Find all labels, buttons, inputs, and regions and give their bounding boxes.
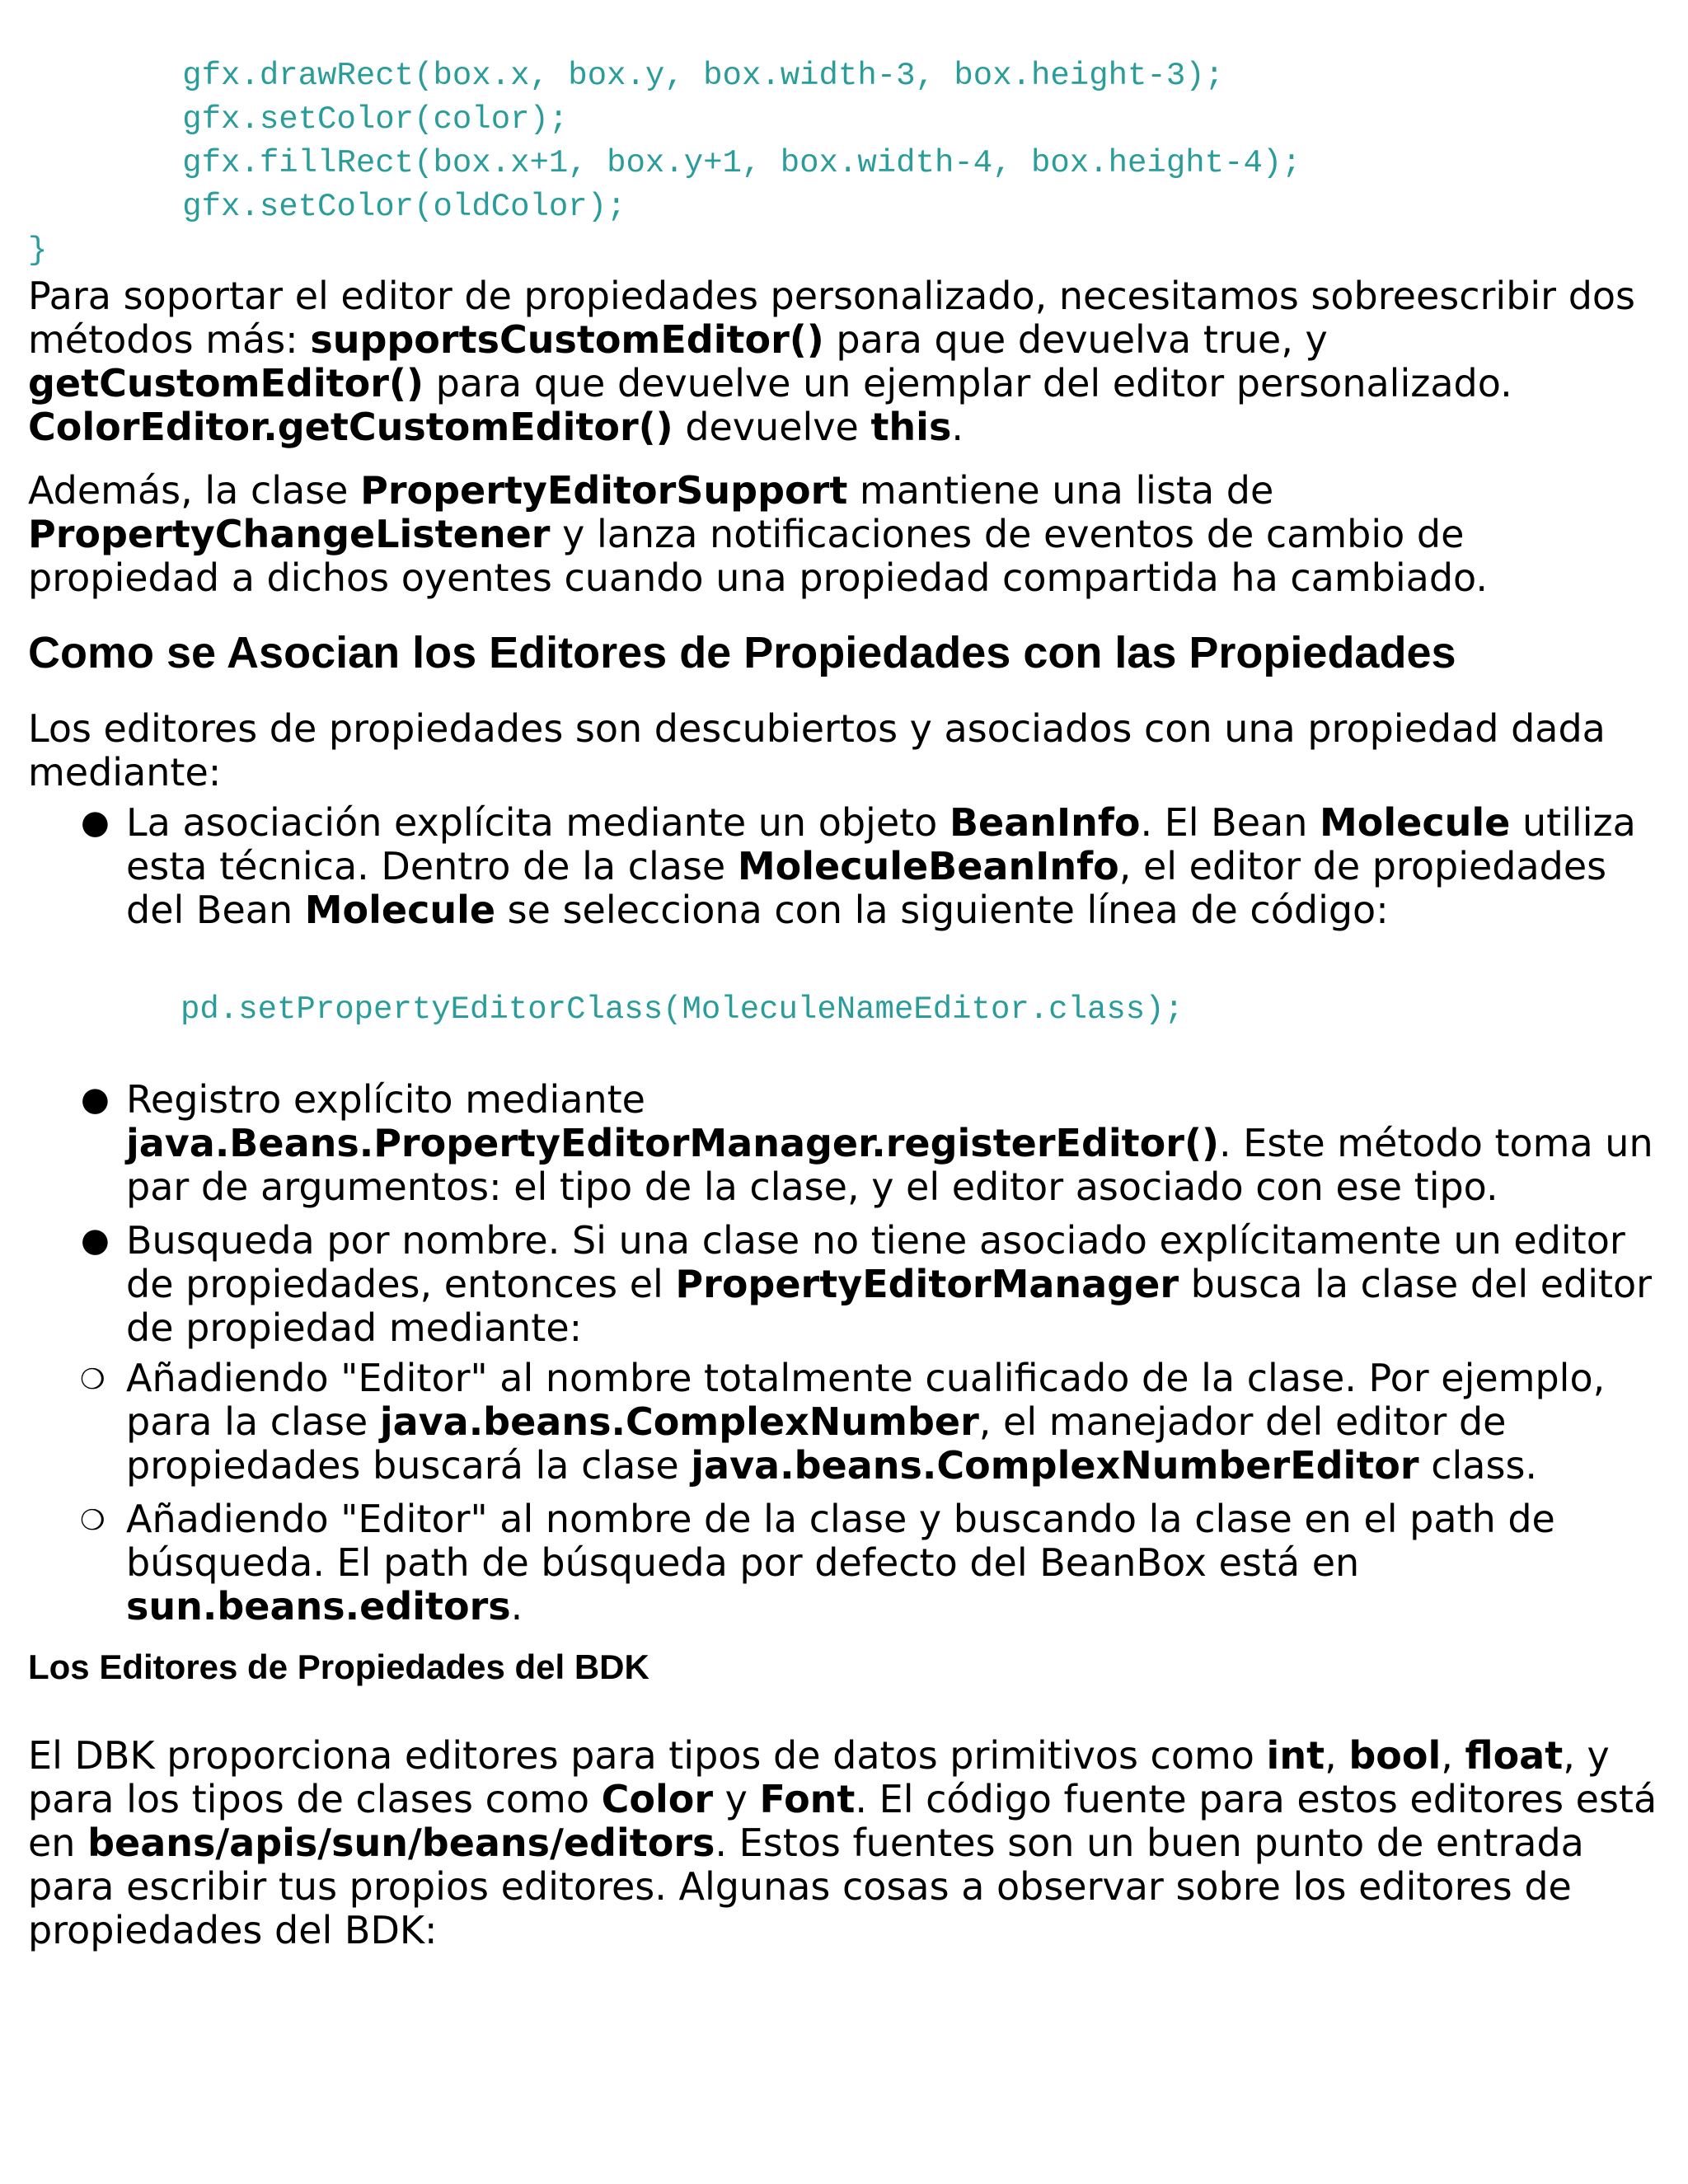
text: , y para los tipos de clases como xyxy=(28,1733,1610,1821)
text: . Este método toma un par de argumentos: el tipo de la clase, y el editor asociado con ese tipo. xyxy=(126,1121,1653,1209)
text: Para soportar el editor de propiedades personalizado, necesitamos sobreescribir dos métodos más: xyxy=(28,274,1636,362)
text: . xyxy=(951,405,964,449)
paragraph-custom-editor xyxy=(28,274,1660,449)
bold-term: Molecule xyxy=(304,888,496,932)
bold-term: java.beans.ComplexNumberEditor xyxy=(691,1443,1419,1488)
bold-term: PropertyChangeListener xyxy=(28,512,551,556)
bold-term: int xyxy=(1266,1733,1325,1778)
code-line: } xyxy=(28,232,48,269)
bullet-list xyxy=(28,1078,1660,1629)
text: busca la clase del editor de propiedad mediante: xyxy=(126,1262,1653,1350)
text: y xyxy=(713,1777,760,1821)
text: utiliza esta técnica. Dentro de la clase xyxy=(126,800,1636,888)
bold-term: PropertyEditorSupport xyxy=(360,468,848,513)
list-item xyxy=(80,1218,1660,1629)
text: , xyxy=(1325,1733,1349,1778)
bold-term: MoleculeBeanInfo xyxy=(737,844,1119,888)
code-line: gfx.setColor(color); xyxy=(28,101,569,138)
paragraph-intro: Los editores de propiedades son descubiertos y asociados con una propiedad dada mediante: xyxy=(28,706,1606,794)
text: class. xyxy=(1418,1443,1538,1488)
text: se selecciona con la siguiente línea de código: xyxy=(495,888,1389,932)
paragraph-property-editor-support xyxy=(28,469,1660,600)
bold-term: Font xyxy=(759,1777,856,1821)
bullet-dot-icon: ● xyxy=(81,1080,110,1118)
code-snippet: pd.setPropertyEditorClass(MoleculeNameEditor.class); xyxy=(181,991,1184,1028)
text: Además, la clase xyxy=(28,468,361,513)
bold-term: Color xyxy=(601,1777,714,1821)
bold-term: sun.beans.editors xyxy=(126,1584,511,1629)
bullet-circle-icon: ❍ xyxy=(80,1504,106,1537)
text: . Estos fuentes son un buen punto de entrada para escribir tus propios editores. Algunas cosas a observar sobre los editores de propiedades del BDK: xyxy=(28,1821,1584,1952)
bold-term: java.Beans.PropertyEditorManager.registerEditor() xyxy=(126,1121,1220,1165)
bold-term: BeanInfo xyxy=(949,800,1141,845)
text: . xyxy=(510,1584,523,1629)
code-line: gfx.drawRect(box.x, box.y, box.width-3, box.height-3); xyxy=(28,58,1225,94)
text: , el manejador del editor de propiedades buscará la clase xyxy=(126,1399,1507,1488)
bold-term: float xyxy=(1465,1733,1564,1778)
bold-term: bool xyxy=(1348,1733,1442,1778)
list-item xyxy=(81,1077,1660,1209)
sub-list xyxy=(28,1357,1660,1629)
text: para que devuelva true, y xyxy=(823,317,1328,362)
paragraph-bdk-editors xyxy=(28,1734,1660,1952)
subsection-heading: Los Editores de Propiedades del BDK xyxy=(28,1647,649,1686)
text: Registro explícito mediante xyxy=(126,1077,645,1122)
text: , el editor de propiedades del Bean xyxy=(126,844,1607,932)
bold-term: supportsCustomEditor() xyxy=(310,317,824,362)
text: , xyxy=(1441,1733,1465,1778)
text: devuelve xyxy=(673,405,871,449)
bold-term: ColorEditor.getCustomEditor() xyxy=(28,405,673,449)
text: mantiene una lista de xyxy=(847,468,1274,513)
text: . El Bean xyxy=(1140,800,1320,845)
text: El DBK proporciona editores para tipos de datos primitivos como xyxy=(28,1733,1267,1778)
text: para que devuelve un ejemplar del editor personalizado. xyxy=(423,361,1512,405)
bold-term: getCustomEditor() xyxy=(28,361,424,405)
text: . El código fuente para estos editores está en xyxy=(28,1777,1658,1865)
sub-list-item xyxy=(80,1356,1660,1488)
bullet-list xyxy=(28,801,1660,932)
text: Añadiendo "Editor" al nombre totalmente cualificado de la clase. Por ejemplo, para la clase xyxy=(126,1356,1606,1444)
bold-term: Molecule xyxy=(1320,800,1511,845)
section-heading: Como se Asocian los Editores de Propiedades con las Propiedades xyxy=(28,628,1456,677)
code-line: gfx.fillRect(box.x+1, box.y+1, box.width-4, box.height-4); xyxy=(28,145,1301,181)
bullet-dot-icon: ● xyxy=(81,804,110,841)
bullet-circle-icon: ❍ xyxy=(80,1363,106,1396)
sub-list-item xyxy=(80,1497,1660,1629)
bold-term: beans/apis/sun/beans/editors xyxy=(87,1821,715,1865)
text: La asociación explícita mediante un objeto xyxy=(126,800,950,845)
bold-term: PropertyEditorManager xyxy=(675,1262,1179,1306)
list-item xyxy=(81,800,1660,932)
bold-term: this xyxy=(870,405,952,449)
bullet-dot-icon: ● xyxy=(81,1221,110,1259)
text: Busqueda por nombre. Si una clase no tiene asociado explícitamente un editor de propiedades, entonces el xyxy=(126,1218,1625,1306)
code-block-top xyxy=(28,0,1660,273)
text: Añadiendo "Editor" al nombre de la clase y buscando la clase en el path de búsqueda. El path de búsqueda por defecto del BeanBox está en xyxy=(126,1497,1555,1585)
text: y lanza notificaciones de eventos de cambio de propiedad a dichos oyentes cuando una propiedad compartida ha cambiado. xyxy=(28,512,1488,600)
code-line: gfx.setColor(oldColor); xyxy=(28,189,626,225)
bold-term: java.beans.ComplexNumber xyxy=(379,1399,979,1444)
